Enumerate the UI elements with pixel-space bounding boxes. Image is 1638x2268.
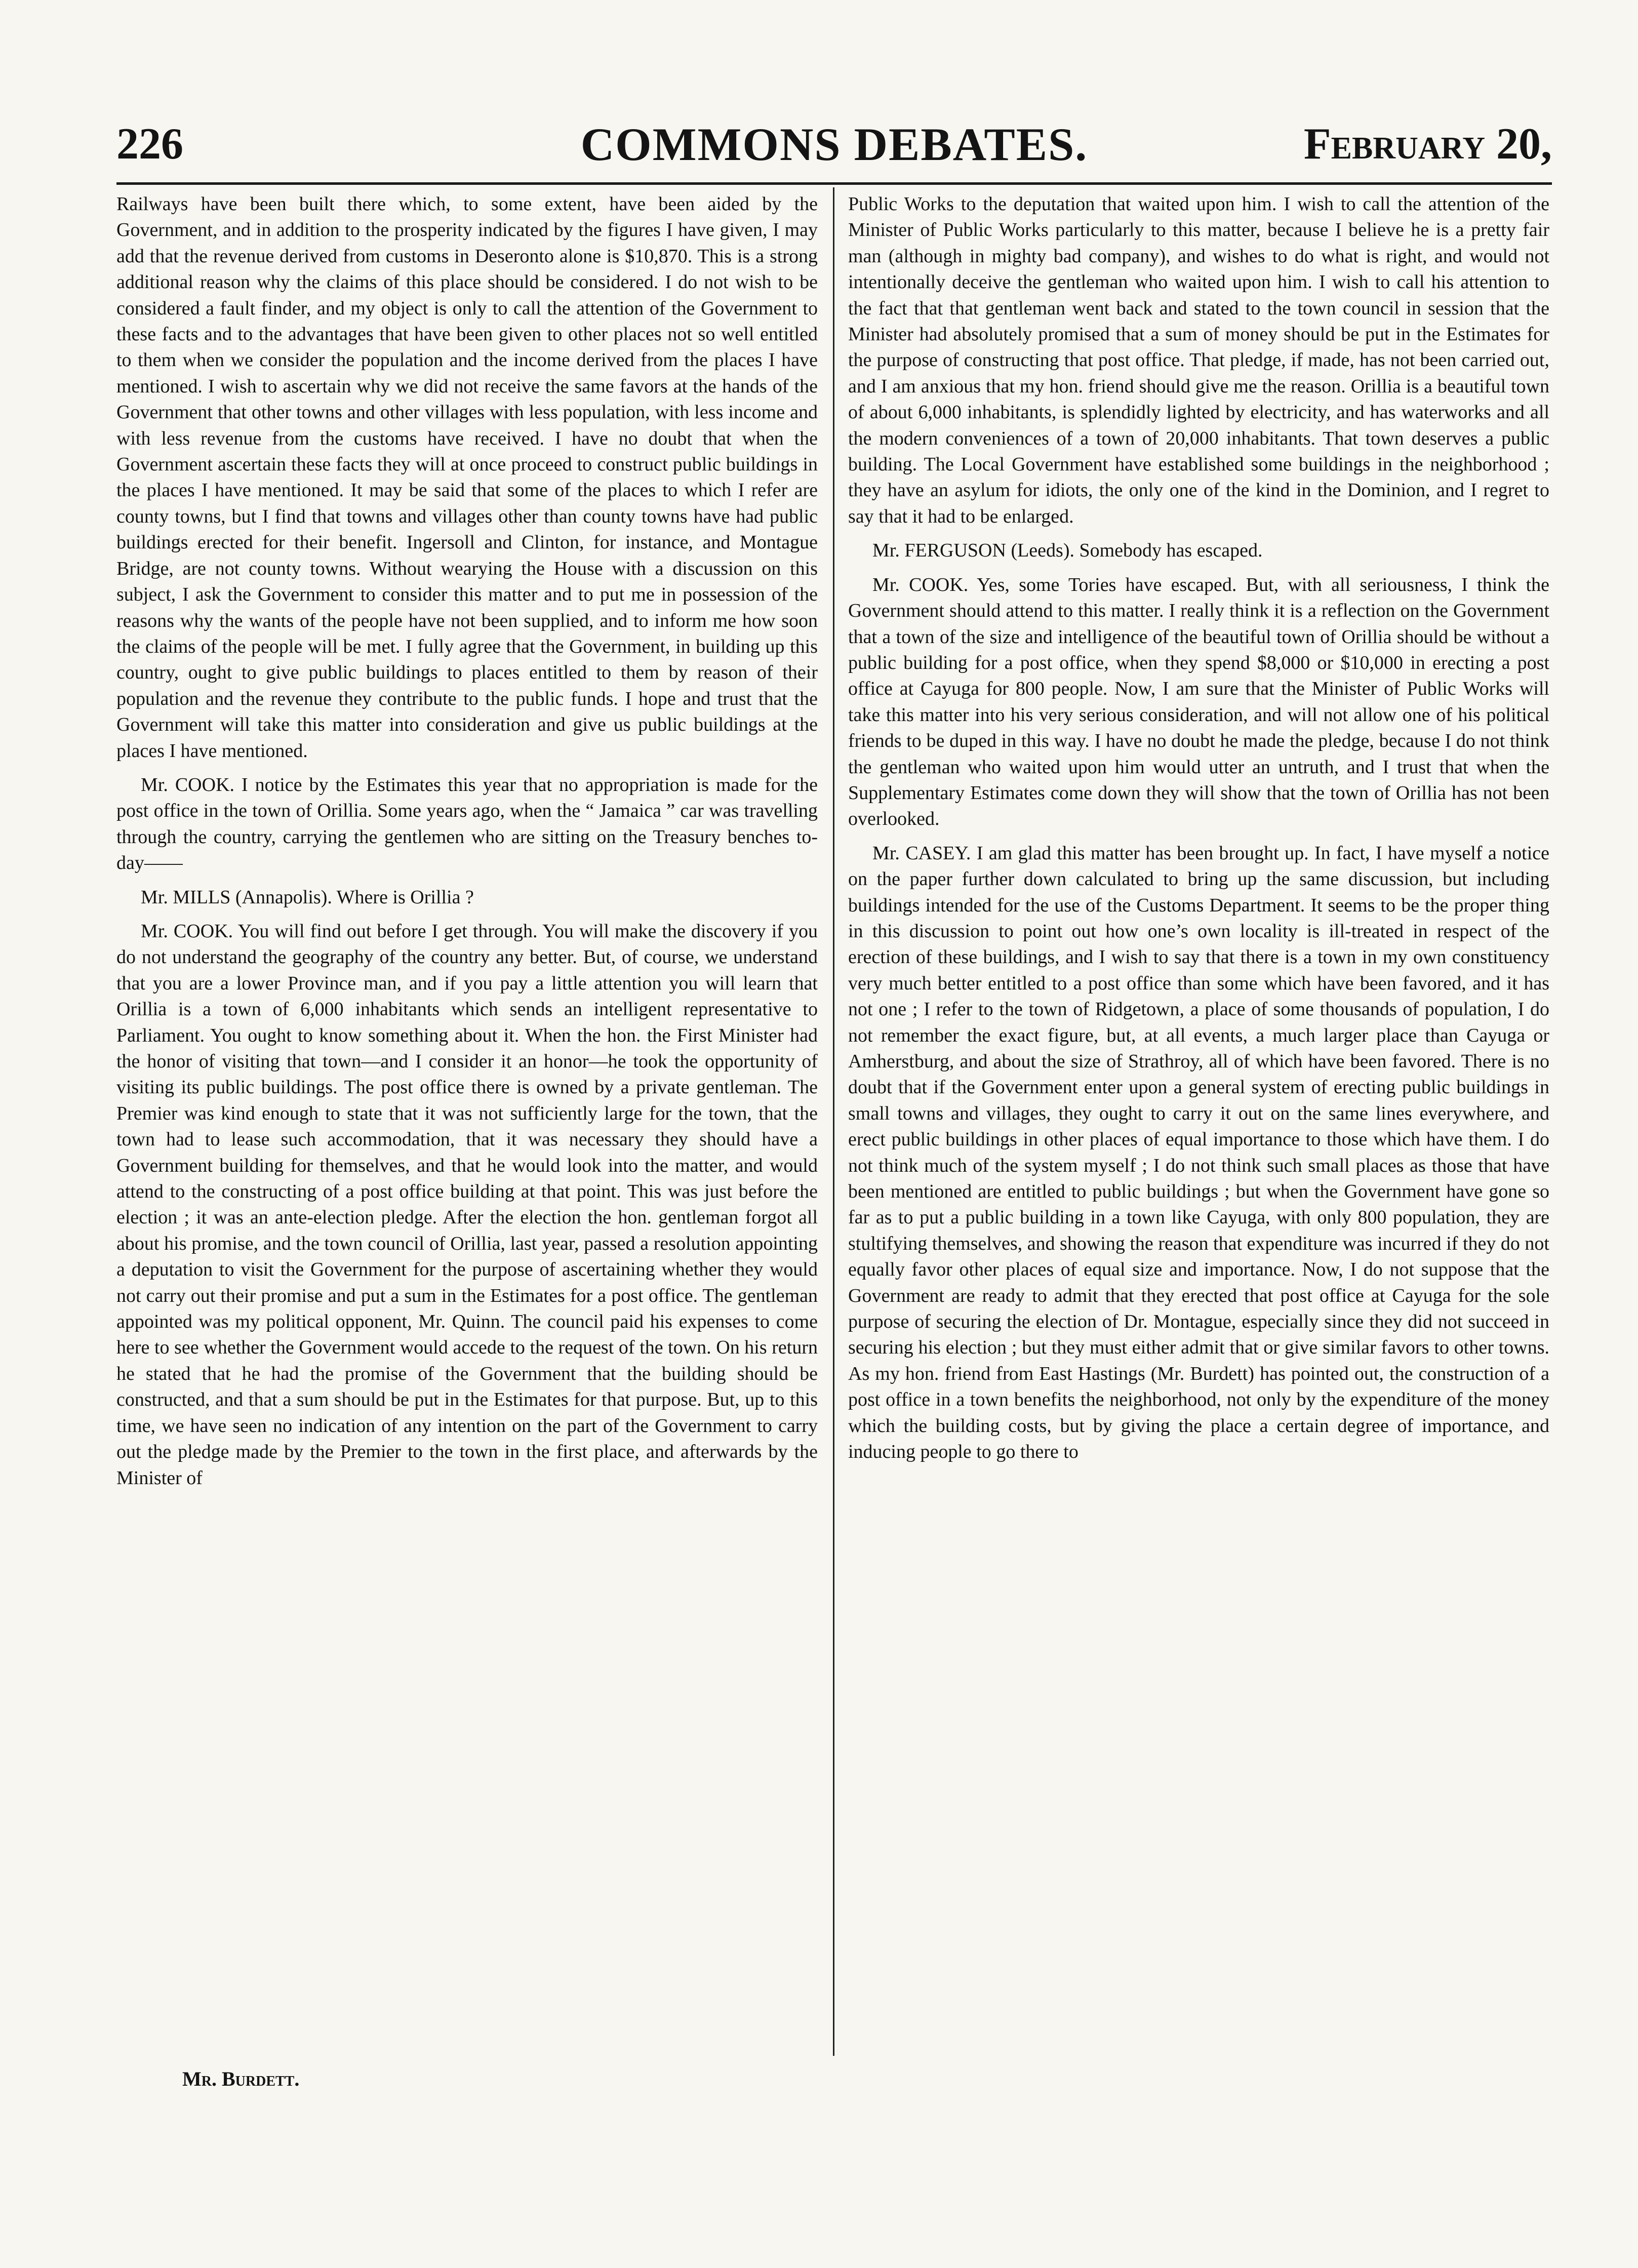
paragraph: Mr. COOK. I notice by the Estimates this year that no appropriation is made for the post office in the town of Orillia. Some years ago, when the “ Jamaica ” car was travelling through the country, carrying the gentlemen who are sitting on the Treasury benches to-day—— — [116, 774, 818, 874]
column-divider — [833, 187, 834, 2056]
paragraph: Mr. CASEY. I am glad this matter has been brought up. In fact, I have myself a notice on the paper further down calculated to bring up the same discussion, but including buildings intended for the use of the Customs Department. It seems to be the proper thing in this discussion to point out how one’s own locality is ill-treated in respect of the erection of these buildings, and I wish to say that there is a town in my own constituency very much better entitled to a post office than some which have been favored, and it has not one ; I refer to the town of Ridgetown, a place of some thousands of population, I do not remember the exact figure, but, at all events, a much larger place than Cayuga or Amherstburg, and about the size of Strathroy, all of which have been favored. There is no doubt that if the Government enter upon a general system of erecting public buildings in small towns and villages, they ought to carry it out on the same lines everywhere, and erect public buildings in other places of equal importance to those which have them. I do not think much of the system myself ; I do not think such small places as those that have been mentioned are entitled to public buildings ; but when the Government have gone so far as to put a public building in a town like Cayuga, with only 800 population, they are stultifying themselves, and showing the reason that expenditure was incurred if they do not equally favor other places of equal size and importance. Now, I do not suppose that the Government are ready to admit that they erected that post office at Cayuga for the sole purpose of securing the election of Dr. Montague, especially since they did not succeed in securing his election ; but they must either admit that or give similar favors to other towns. As my hon. friend from East Hastings (Mr. Burdett) has pointed out, the construction of a post office in a town benefits the neighborhood, not only by the expenditure of the money which the building costs, but by giving the place a certain degree of importance, and inducing people to go there to — [848, 842, 1549, 1463]
catchword: Mr. Burdett. — [182, 2067, 300, 2090]
paragraph: Railways have been built there which, to some extent, have been aided by the Government, and in addition to the prosperity indicated by the figures I have given, I may add that the revenue derived from customs in Deseronto alone is $10,870. This is a strong additional reason why the claims of this place should be considered. I do not wish to be considered a fault finder, and my object is only to call the attention of the Government to these facts and to the advantages that have been given to other places not so well entitled to them when we consider the population and the income derived from the places I have mentioned. I wish to ascertain why we did not receive the same favors at the hands of the Government that other towns and other villages with less population, with less income and with less revenue from the customs have received. I have no doubt that when the Government ascertain these facts they will at once proceed to construct public buildings in the places I have mentioned. It may be said that some of the places to which I refer are county towns, but I find that towns and villages other than county towns have had public buildings erected for their benefit. Ingersoll and Clinton, for instance, and Montague Bridge, are not county towns. Without wearying the House with a discussion on this subject, I ask the Government to consider this matter and to put me in possession of the reasons why the wants of the people have not been supplied, and to inform me how soon the claims of the people will be met. I fully agree that the Government, in building up this country, ought to give public buildings to places entitled to them by reason of their population and the revenue they contribute to the public funds. I hope and trust that the Government will take this matter into consideration and give us public buildings at the places I have mentioned. — [116, 193, 818, 762]
paragraph: Mr. COOK. You will find out before I get through. You will make the discovery if you do not understand the geography of the country any better. But, of course, we understand that you are a lower Province man, and if you pay a little attention you will learn that Orillia is a town of 6,000 inhabitants which sends an intelligent representative to Parliament. You ought to know something about it. When the hon. the First Minister had the honor of visiting that town—and I consider it an honor—he took the opportunity of visiting its public buildings. The post office there is owned by a private gentleman. The Premier was kind enough to state that it was not sufficiently large for the town, that the town had to lease such accommodation, that it was necessary they should have a Government building for themselves, and that he would look into the matter, and would attend to the constructing of a post office building at that point. This was just before the election ; it was an ante-election pledge. After the election the hon. gentleman forgot all about his promise, and the town council of Orillia, last year, passed a resolution appointing a deputation to visit the Government for the purpose of ascertaining whether they would not carry out their promise and put a sum in the Estimates for a post office. The gentleman appointed was my political opponent, Mr. Quinn. The council paid his expenses to come here to see whether the Government would accede to the request of the town. On his return he stated that he had the promise of the Government that the building should be constructed, and that a sum should be put in the Estimates for that purpose. But, up to this time, we have seen no indication of any intention on the part of the Government to carry out the pledge made by the Premier to the town in the first place, and afterwards by the Minister of — [116, 920, 818, 1489]
right-column — [848, 191, 1549, 2065]
paragraph: Mr. FERGUSON (Leeds). Somebody has escaped. — [872, 540, 1263, 562]
paragraph: Mr. MILLS (Annapolis). Where is Orillia ? — [141, 886, 474, 908]
page-header — [116, 116, 1552, 172]
page-date: February 20, — [1303, 120, 1552, 169]
paragraph: Mr. COOK. Yes, some Tories have escaped. But, with all seriousness, I think the Government should attend to this matter. I really think it is a reflection on the Government that a town of the size and intelligence of the beautiful town of Orillia should be without a public building for a post office, when they spend $8,000 or $10,000 in erecting a post office at Cayuga for 800 people. Now, I am sure that the Minister of Public Works will take this matter into his very serious consideration, and will not allow one of his political friends to be duped in this way. I have no doubt he made the pledge, because I do not think the gentleman who waited upon him would utter an untruth, and I trust that when the Supplementary Estimates come down they will show that the town of Orillia has not been overlooked. — [848, 574, 1549, 830]
page-number: 226 — [116, 120, 183, 169]
left-column — [116, 191, 818, 2065]
paragraph: Public Works to the deputation that waited upon him. I wish to call the attention of the Minister of Public Works particularly to this matter, because I believe he is a pretty fair man (although in mighty bad company), and wishes to do what is right, and would not intentionally deceive the gentleman who waited upon him. I wish to call his attention to the fact that that gentleman went back and stated to the town council in session that the Minister had absolutely promised that a sum of money should be put in the Estimates for the purpose of constructing that post office. That pledge, if made, has not been carried out, and I am anxious that my hon. friend should give me the reason. Orillia is a beautiful town of about 6,000 inhabitants, is splendidly lighted by electricity, and has waterworks and all the modern conveniences of a town of 20,000 inhabitants. That town deserves a public building. The Local Government have established some buildings in the neighborhood ; they have an asylum for idiots, the only one of the kind in the Dominion, and I regret to say that it had to be enlarged. — [848, 193, 1549, 527]
page-title: COMMONS DEBATES. — [580, 118, 1088, 170]
header-rule — [116, 182, 1552, 185]
